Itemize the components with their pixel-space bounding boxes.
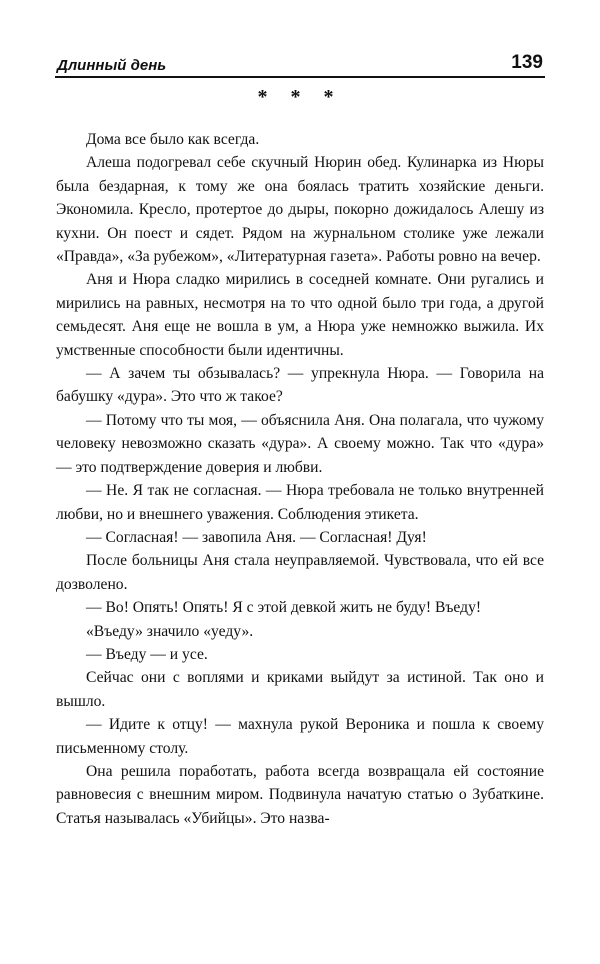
paragraph: Аня и Нюра сладко мирились в соседней комнате. Они ругались и мирились на равных, несмотря на то что одной было три года, а другой семьдесят. Аня еще не вошла в ум, а Нюра уже немножко выжила. Их умственные способности были идентичны. (56, 271, 544, 359)
paragraph: Алеша подогревал себе скучный Нюрин обед. Кулинарка из Нюры была бездарная, к тому же она боялась тратить хозяйские деньги. Экономила. Кресло, протертое до дыры, покорно дожидалось Алешу из кухни. Он поест и сядет. Рядом на журнальном столике уже лежали «Правда», «За рубежом», «Литературная газета». Работы ровно на вечер. (56, 154, 544, 266)
paragraph: — Въеду — и усе. (86, 645, 208, 663)
section-separator: * * * (257, 86, 343, 108)
paragraph: «Въеду» значило «уеду». (86, 622, 254, 640)
page-number: 139 (511, 52, 543, 73)
paragraph: После больницы Аня стала неуправляемой. Чувствовала, что ей все дозволено. (56, 552, 544, 593)
paragraph: — Не. Я так не согласная. — Нюра требовала не только внутренней любви, но и внешнего уважения. Соблюдения этикета. (56, 482, 544, 523)
page-header (55, 50, 545, 78)
paragraph: — Во! Опять! Опять! Я с этой девкой жить не буду! Въеду! (86, 599, 482, 617)
paragraph: — Потому что ты моя, — объяснила Аня. Она полагала, что чужому человеку невозможно сказать «дура». А своему можно. Так что «дура» — это подтверждение доверия и любви. (56, 411, 544, 476)
body-text (56, 128, 544, 830)
paragraph: — Идите к отцу! — махнула рукой Вероника и пошла к своему письменному столу. (56, 716, 544, 757)
paragraph: — Согласная! — завопила Аня. — Согласная! Дуя! (86, 528, 427, 546)
paragraph: Дома все было как всегда. (86, 131, 260, 148)
paragraph: — А зачем ты обзывалась? — упрекнула Нюра. — Говорила на бабушку «дура». Это что ж такое? (56, 365, 544, 406)
paragraph: Она решила поработать, работа всегда возвращала ей состояние равновесия с внешним миром. Подвинула начатую статью о Зубаткине. Статья называлась «Убийцы». Это назва- (56, 762, 544, 827)
paragraph: Сейчас они с воплями и криками выйдут за истиной. Так оно и вышло. (56, 669, 544, 710)
running-title: Длинный день (57, 57, 167, 74)
